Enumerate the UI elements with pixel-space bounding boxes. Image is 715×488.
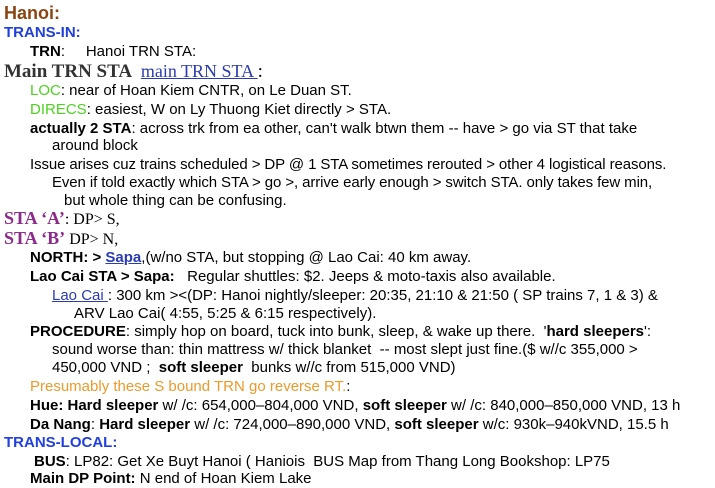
- sta-a-text: : DP> S,: [64, 211, 120, 228]
- sapa-link[interactable]: Sapa: [105, 249, 142, 266]
- procedure-text-1: : simply hop on board, tuck into bunk, sleep, & wake up there. ': [125, 323, 547, 340]
- danang-hard-label: Hard sleeper: [99, 416, 191, 433]
- laocai-line: [30, 268, 556, 286]
- danang-text-2: w/c: 930k–940kVND, 15.5 h: [478, 416, 669, 433]
- presumably-colon: :: [346, 378, 351, 395]
- sta-a-label: STA ‘A’: [4, 208, 65, 228]
- loc-line: [30, 82, 352, 100]
- main-sta-link[interactable]: main TRN STA: [140, 61, 258, 81]
- direcs-line: [30, 101, 391, 119]
- issue-line-1: Issue arises cuz trains scheduled > DP @ 1 STA sometimes rerouted > other 4 logistical reasons.: [30, 156, 667, 173]
- trn-label: TRN: [30, 43, 61, 60]
- danang-soft-label: soft sleeper: [394, 416, 479, 433]
- actually-label: actually 2 STA: [30, 120, 132, 137]
- hue-soft-label: soft sleeper: [362, 397, 447, 414]
- loc-label: LOC: [30, 82, 61, 99]
- laocai-link[interactable]: Lao Cai: [52, 287, 108, 304]
- sta-a-line: [4, 208, 120, 230]
- sta-b-text: DP> N,: [65, 231, 119, 248]
- laocai-text: Regular shuttles: $2. Jeeps & moto-taxis also available.: [174, 268, 556, 285]
- procedure-line-1: [30, 323, 651, 341]
- presumably-text: Presumably these S bound TRN go reverse RT.: [30, 378, 347, 395]
- main-dp-label: Main DP Point:: [30, 470, 136, 487]
- hue-line: [30, 397, 680, 415]
- procedure-label: PROCEDURE: [30, 323, 126, 340]
- laocai-link-text-1: : 300 km ><(DP: Hanoi nightly/sleeper: 20:35, 21:10 & 21:50 ( SP trains 7, 1 & 3) &: [107, 287, 658, 304]
- danang-label: Da Nang: [30, 416, 91, 433]
- hue-text-1: w/ /c: 654,000–804,000 VND,: [158, 397, 363, 414]
- main-dp-line: [30, 470, 312, 488]
- actually-line: [30, 120, 637, 138]
- trans-in-heading: TRANS-IN:: [4, 24, 81, 41]
- issue-line-2: Even if told exactly which STA > go >, arrive early enough > switch STA. only takes few min,: [52, 174, 653, 191]
- laocai-label: Lao Cai STA > Sapa:: [30, 268, 175, 285]
- main-sta-colon: :: [257, 61, 263, 82]
- sta-b-line: [4, 228, 118, 250]
- hue-text-2: w/ /c: 840,000–850,000 VND, 13 h: [446, 397, 681, 414]
- issue-line-3: but whole thing can be confusing.: [64, 192, 287, 209]
- direcs-text: : easiest, W on Ly Thuong Kiet directly > STA.: [86, 101, 392, 118]
- hue-label: Hue: Hard sleeper: [30, 397, 159, 414]
- danang-line: [30, 416, 669, 434]
- north-text: ,(w/no STA, but stopping @ Lao Cai: 40 km away.: [141, 249, 472, 266]
- procedure-text-3a: 450,000 VND ;: [52, 359, 159, 376]
- sta-b-label: STA ‘B’: [4, 228, 66, 248]
- bus-line: [34, 453, 610, 471]
- main-sta-label: Main TRN STA: [4, 61, 133, 82]
- bus-label: BUS: [34, 453, 66, 470]
- loc-text: : near of Hoan Kiem CNTR, on Le Duan ST.: [60, 82, 352, 99]
- actually-cont: around block: [52, 137, 138, 154]
- danang-text-0: :: [90, 416, 100, 433]
- main-dp-text: N end of Hoan Kiem Lake: [135, 470, 312, 487]
- presumably-line: [30, 378, 350, 396]
- procedure-line-3: [52, 359, 456, 377]
- north-line: [30, 249, 471, 267]
- danang-text-1: w/ /c: 724,000–890,000 VND,: [190, 416, 395, 433]
- procedure-line-2: sound worse than: thin mattress w/ thick blanket -- most slept just fine.($ w//c 355,000 >: [52, 341, 638, 358]
- north-label: NORTH: >: [30, 249, 106, 266]
- procedure-text-1-end: ':: [644, 323, 652, 340]
- bus-text: : LP82: Get Xe Buyt Hanoi ( Haniois BUS Map from Thang Long Bookshop: LP75: [65, 453, 610, 470]
- laocai-link-line-2: ARV Lao Cai( 4:55, 5:25 & 6:15 respectively).: [74, 305, 377, 322]
- actually-text: : across trk from ea other, can't walk btwn them -- have > go via ST that take: [131, 120, 638, 137]
- city-heading: Hanoi:: [4, 3, 60, 23]
- hard-sleepers-label: hard sleepers: [546, 323, 645, 340]
- main-sta-line: [4, 60, 263, 83]
- trn-line: [30, 43, 196, 61]
- procedure-text-3b: bunks w//c from 515,000 VND): [242, 359, 456, 376]
- direcs-label: DIRECS: [30, 101, 87, 118]
- trn-text: : Hanoi TRN STA:: [60, 43, 197, 60]
- trans-local-heading: TRANS-LOCAL:: [4, 434, 118, 451]
- soft-sleeper-label: soft sleeper: [158, 359, 243, 376]
- laocai-link-line: [52, 287, 658, 305]
